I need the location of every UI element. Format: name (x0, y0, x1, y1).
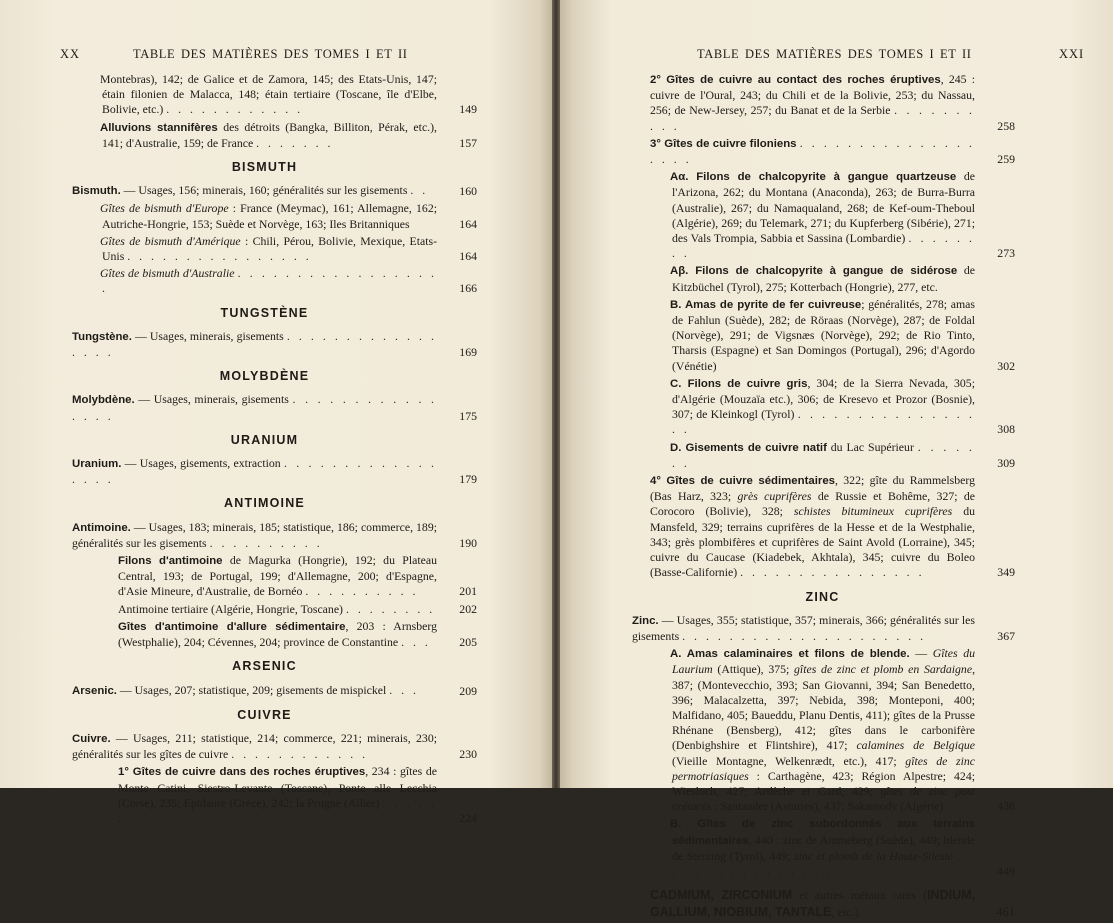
page-number-right: XXI (1059, 47, 1085, 61)
page-ref: 309 (997, 455, 1015, 470)
toc-entry: Alluvions stannifères des détroits (Bangka, Billiton, Pérak, etc.), 141; d'Australie, 159; de France . . . . . . . 157 (100, 119, 477, 150)
page-ref: 149 (459, 102, 477, 117)
section-heading: URANIUM (230, 432, 299, 447)
page-ref: 367 (997, 628, 1015, 643)
toc-entry: A. Amas calaminaires et filons de blende. — Gîtes du Laurium (Attique), 375; gîtes de zinc et plomb en Sardaigne, 387; (Montevecchio, 393; San Giovanni, 394; San Benedetto, 396; Malacalzetta, 397; Nebida, 398; Monteponi, 400; Malfidano, 405; Baueddu, Planu Dentis, 411); gîtes de la Prusse Rhénane (Bensberg), 412; gîtes dans le carbonifère (Denbighshire et Flintshire), 417; calamines de Belgique (Vieille Montagne, Welkenrædt, etc.), 417; gîtes de zinc permotriasiques : Carthagène, 423; Région Alpestre; 424; Wiesloch, 427; Ardèche et Gard, 429; gîtes de zinc post crétacés : Santander (Asturies), 437; Sakamody (Algérie) 438 (670, 646, 1015, 814)
running-head-right: TABLE DES MATIÈRES DES TOMES I ET II (697, 47, 972, 61)
toc-entry: Aβ. Filons de chalcopyrite à gangue de sidérose de Kitzbüchel (Tyrol), 275; Kotterbach (Hongrie), 277, etc. (670, 263, 975, 294)
toc-column-left (72, 72, 477, 828)
page-ref: 164 (459, 249, 477, 264)
page-ref: 302 (997, 358, 1015, 373)
toc-entry: Gîtes de bismuth d'Australie . . . . . . . . . . . . . . . . . . 166 (100, 266, 477, 296)
book-gutter (552, 0, 560, 788)
toc-entry: Antimoine tertiaire (Algérie, Hongrie, Toscane) . . . . . . . . 202 (118, 601, 477, 616)
page-ref: 160 (459, 184, 477, 199)
page-ref: 259 (997, 152, 1015, 167)
section-heading: ZINC (805, 589, 840, 604)
page-ref: 202 (459, 601, 477, 616)
toc-entry: B. Gîtes de zinc subordonnés aux terrains sédimentaires, 440 : zinc de Ammeberg (Suède), 449; blende de Sterzing (Tyrol), 449; zinc et plomb de la Haute-Silésie . . . . . . . . . . . . . . . . . 449 (670, 818, 1015, 878)
page-ref: 157 (459, 135, 477, 150)
section-heading: BISMUTH (231, 160, 298, 175)
page-ref: 449 (997, 863, 1015, 878)
page-ref: 258 (997, 118, 1015, 133)
toc-entry: C. Filons de cuivre gris, 304; de la Sierra Nevada, 305; d'Algérie (Mouzaïa etc.), 306; de Kresevo et Prozor (Bosnie), 307; de Kleinkogl (Tyrol) . . . . . . . . . . . . . . . . . 308 (670, 375, 1015, 437)
page-ref: 201 (459, 584, 477, 599)
toc-entry: D. Gisements de cuivre natif du Lac Supérieur . . . . . . . 309 (670, 439, 1015, 470)
section-heading: CUIVRE (237, 707, 292, 722)
page-ref: 224 (459, 810, 477, 825)
page-ref: 209 (459, 683, 477, 698)
toc-column-right (632, 72, 1015, 923)
toc-entry: Molybdène. — Usages, minerais, gisements . . . . . . . . . . . . . . . . 175 (72, 392, 477, 423)
toc-entry: B. Amas de pyrite de fer cuivreuse; généralités, 278; amas de Fahlun (Suède), 282; de Röraas (Norvège), 287; de Foldal (Norvège), 291; de Vigsnæs (Norvège), 292; de Rio Tinto, Tharsis (Espagne) et San Domingos (Portugal), 296; d'Agordo (Vénétie) 302 (670, 296, 1015, 373)
toc-entry: Montebras), 142; de Galice et de Zamora, 145; des Etats-Unis, 147; étain filonien de Malacca, 148; étain tertiaire (Toscane, île d'Elbe, Bolivie, etc.) . . . . . . . . . . . . 149 (100, 72, 477, 117)
page-ref: 438 (997, 799, 1015, 814)
toc-entry: CADMIUM, ZIRCONIUM et autres métaux rares (INDIUM, GALLIUM, NIOBIUM, TANTALE, etc.). 461 (650, 888, 1015, 920)
toc-entry: Gîtes de bismuth d'Europe : France (Meymac), 161; Allemagne, 162; Autriche-Hongrie, 153; Suède et Norvège, 163; Iles Britanniques 164 (100, 201, 477, 231)
toc-entry: Gîtes d'antimoine d'allure sédimentaire, 203 : Arnsberg (Westphalie), 204; Cévennes, 204; province de Constantine . . . 205 (118, 618, 477, 650)
toc-entry: Gîtes de bismuth d'Amérique : Chili, Pérou, Bolivie, Mexique, Etats-Unis . . . . . . . . . . . . . . . . 164 (100, 233, 477, 264)
section-heading: TUNGSTÈNE (220, 305, 309, 320)
page-ref: 308 (997, 422, 1015, 437)
toc-entry: Zinc. — Usages, 355; statistique, 357; minerais, 366; généralités sur les gisements . . . . . . . . . . . . . . . . . . . . . 367 (632, 612, 1015, 643)
section-heading: ARSENIC (232, 659, 297, 674)
toc-entry: Bismuth. — Usages, 156; minerais, 160; généralités sur les gisements . . 160 (72, 183, 477, 199)
page-ref: 205 (459, 635, 477, 650)
page-ref: 349 (997, 565, 1015, 580)
section-heading: ANTIMOINE (224, 496, 305, 511)
toc-entry: Uranium. — Usages, gisements, extraction . . . . . . . . . . . . . . . . . 179 (72, 456, 477, 487)
page-ref: 164 (459, 216, 477, 231)
toc-entry: 4° Gîtes de cuivre sédimentaires, 322; gîte du Rammelsberg (Bas Harz, 323; grès cuprifères de Russie et Bohême, 327; de Corocoro (Bolivie), 328; schistes bitumineux cuprifères du Mansfeld, 329; terrains cuprifères de la Hesse et de la Westphalie, 343; grès plombifères et cuprifères de Saint Avold (Lorraine), 345; cuivre du Caucase (Kiadebek, Akhtala), 345; cuivre du Boleo (Basse-Californie) . . . . . . . . . . . . . . . . 349 (650, 473, 1015, 580)
toc-entry: Cuivre. — Usages, 211; statistique, 214; commerce, 221; minerais, 230; généralités sur les gîtes de cuivre . . . . . . . . . . . . 230 (72, 730, 477, 762)
page-ref: 273 (997, 246, 1015, 261)
left-page (0, 0, 556, 825)
toc-entry: 2° Gîtes de cuivre au contact des roches éruptives, 245 : cuivre de l'Oural, 243; du Chili et de la Bolivie, 253; du Nassau, 256; de New-Jersey, 257; du Banat et de la Serbie . . . . . . . . . . 258 (650, 72, 1015, 133)
toc-entry: Tungstène. — Usages, minerais, gisements . . . . . . . . . . . . . . . . . 169 (72, 328, 477, 360)
toc-entry: Arsenic. — Usages, 207; statistique, 209; gisements de mispickel . . . 209 (72, 682, 477, 698)
page-ref: 190 (459, 535, 477, 550)
page-ref: 169 (459, 345, 477, 360)
page-ref: 175 (459, 408, 477, 423)
running-head-left: TABLE DES MATIÈRES DES TOMES I ET II (133, 47, 408, 61)
toc-entry: Aα. Filons de chalcopyrite à gangue quartzeuse de l'Arizona, 262; du Montana (Anaconda), 263; de Burra-Burra (Australie), 267; du Namaqualand, 268; de Kef-oum-Theboul (Algérie), 269; du Telemark, 271; du Kupferberg (Sibérie), 271; des Vals Trompia, Sabbia et Sassina (Lombardie) . . . . . . . . 273 (670, 169, 1015, 261)
toc-entry: 1° Gîtes de cuivre dans des roches éruptives, 234 : gîtes de Monte Catini, Siestro-Levante (Toscane), Ponte alle Lecchia (Corse), 235; Epidaure (Grèce), 242; la Prugne (Allier) . . . . . . 224 (118, 764, 477, 825)
page-ref: 166 (459, 281, 477, 296)
page-number-left: XX (60, 47, 81, 61)
section-heading: MOLYBDÈNE (219, 369, 310, 384)
page-ref: 230 (459, 747, 477, 762)
page-ref: 461 (996, 905, 1015, 920)
toc-entry: Filons d'antimoine de Magurka (Hongrie), 192; du Plateau Central, 193; de Portugal, 199; d'Allemagne, 200; d'Espagne, d'Asie Mineure, d'Australie, de Bornéo . . . . . . . . . . 201 (118, 553, 477, 599)
toc-entry: 3° Gîtes de cuivre filoniens . . . . . . . . . . . . . . . . . . . 259 (650, 135, 1015, 167)
toc-entry: Antimoine. — Usages, 183; minerais, 185; statistique, 186; commerce, 189; généralités sur les gisements . . . . . . . . . . 190 (72, 519, 477, 550)
page-ref: 179 (459, 472, 477, 487)
